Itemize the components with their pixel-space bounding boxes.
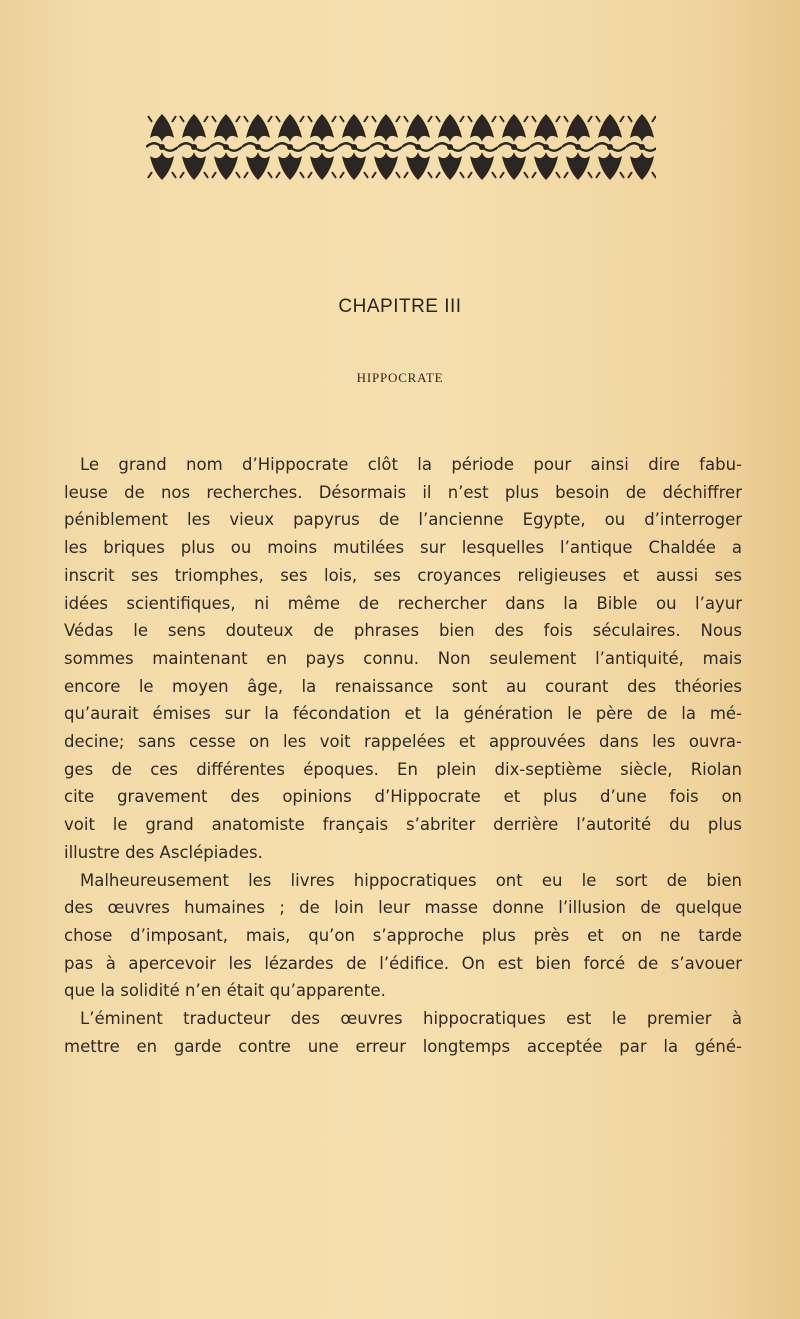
chapter-title: CHAPITRE III	[338, 296, 462, 317]
body-text	[64, 451, 742, 1060]
ornament-band	[146, 108, 656, 186]
text-line: illustre des Asclépiades.	[64, 842, 263, 862]
text-line: ges de ces différentes époques. En plein dix-septième siècle, Riolan	[64, 759, 742, 779]
text-line: péniblement les vieux papyrus de l’ancienne Egypte, ou d’interroger	[64, 510, 742, 530]
text-line: mettre en garde contre une erreur longtemps acceptée par la géné-	[64, 1036, 742, 1056]
text-line: Védas le sens douteux de phrases bien des fois séculaires. Nous	[64, 621, 742, 641]
text-line: les briques plus ou moins mutilées sur lesquelles l’antique Chaldée a	[64, 538, 742, 558]
text-line: voit le grand anatomiste français s’abriter derrière l’autorité du plus	[64, 815, 742, 835]
text-line: inscrit ses triomphes, ses lois, ses croyances religieuses et aussi ses	[64, 565, 742, 585]
text-line: sommes maintenant en pays connu. Non seulement l’antiquité, mais	[64, 648, 742, 668]
text-line: qu’aurait émises sur la fécondation et la génération le père de la mé-	[64, 704, 742, 724]
text-line: idées scientifiques, ni même de rechercher dans la Bible ou l’ayur	[64, 593, 742, 613]
text-line: leuse de nos recherches. Désormais il n’est plus besoin de déchiffrer	[64, 482, 742, 502]
text-line: Le grand nom d’Hippocrate clôt la période pour ainsi dire fabu-	[80, 455, 742, 474]
text-line: des œuvres humaines ; de loin leur masse donne l’illusion de quelque	[64, 898, 742, 918]
text-line: L’éminent traducteur des œuvres hippocratiques est le premier à	[80, 1009, 742, 1029]
text-line: chose d’imposant, mais, qu’on s’approche plus près et on ne tarde	[64, 925, 742, 945]
text-line: Malheureusement les livres hippocratiques ont eu le sort de bien	[80, 870, 742, 890]
text-line: que la solidité n’en était qu’apparente.	[64, 981, 386, 1001]
text-line: decine; sans cesse on les voit rappelées et approuvées dans les ouvra-	[64, 732, 742, 752]
text-line: cite gravement des opinions d’Hippocrate et plus d’une fois on	[64, 787, 742, 807]
text-line: pas à apercevoir les lézardes de l’édifice. On est bien forcé de s’avouer	[64, 953, 742, 973]
text-line: encore le moyen âge, la renaissance sont au courant des théories	[64, 676, 742, 696]
chapter-subtitle: HIPPOCRATE	[356, 370, 444, 385]
